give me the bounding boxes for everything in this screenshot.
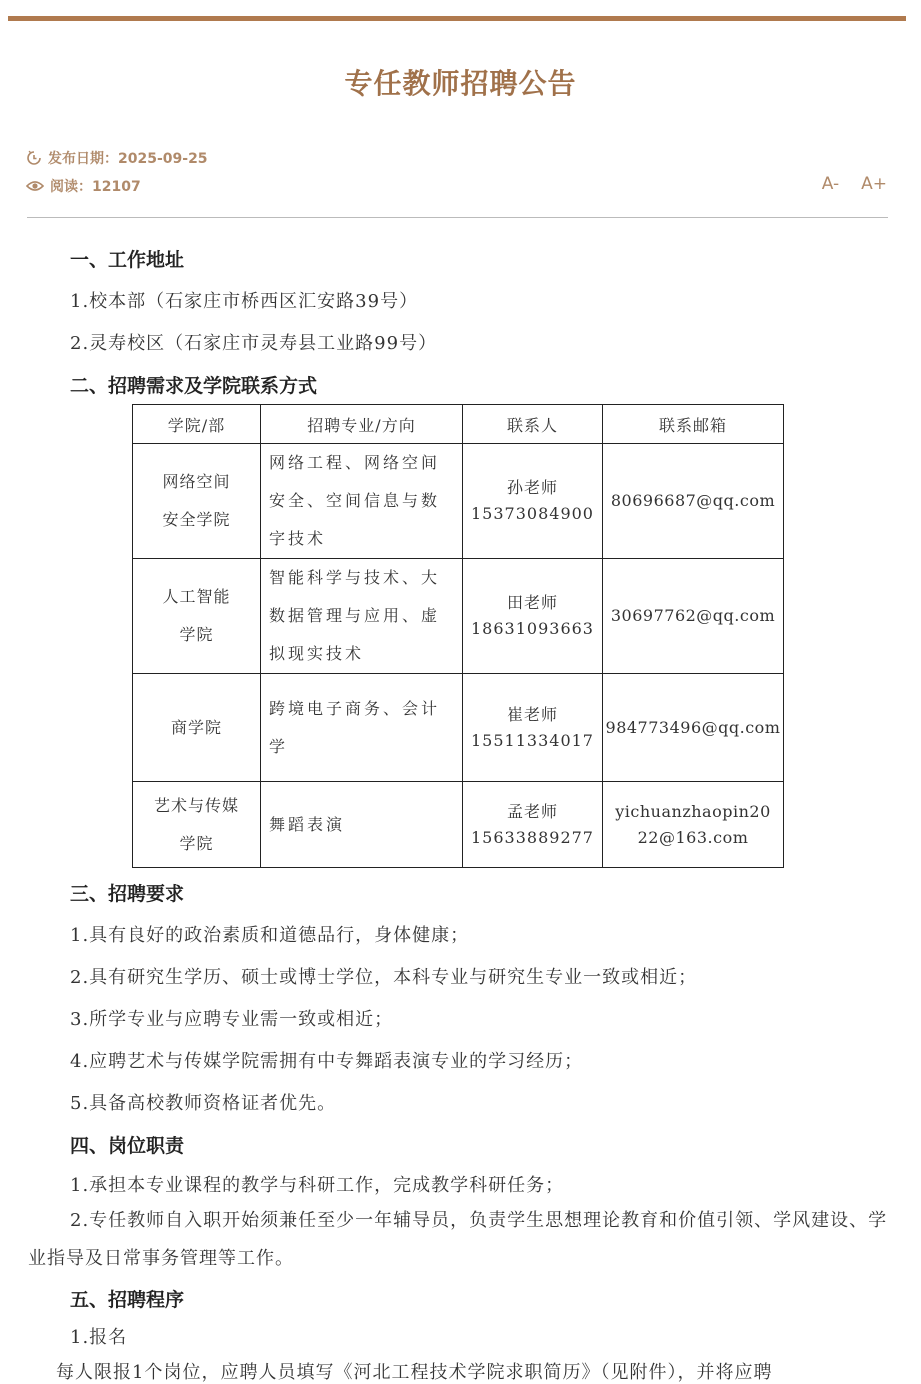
contact-phone: 15633889277	[471, 827, 594, 847]
dept-text: 人工智能学院	[162, 587, 231, 644]
duty-item: 2.专任教师自入职开始须兼任至少一年辅导员，负责学生思想理论教育和价值引领、学风建设、学业指导及日常事务管理等工作。	[28, 1210, 888, 1269]
address-item: 1.校本部（石家庄市桥西区汇安路39号）	[70, 291, 419, 312]
publish-date-text: 发布日期：2025-09-25	[48, 151, 208, 167]
email-cell: 984773496@qq.com	[603, 674, 784, 782]
table-header-row	[133, 405, 784, 444]
email-cell: 30697762@qq.com	[603, 559, 784, 674]
major-cell: 网络工程、网络空间安全、空间信息与数字技术	[261, 444, 463, 559]
contact-phone: 15511334017	[471, 730, 594, 750]
table-header: 联系人	[463, 405, 603, 444]
dept-text: 商学院	[170, 717, 222, 737]
table-row	[133, 559, 784, 674]
top-accent-bar	[8, 16, 906, 21]
requirement-item: 3.所学专业与应聘专业需一致或相近；	[70, 1009, 394, 1030]
font-size-controls	[822, 174, 887, 194]
dept-cell	[133, 782, 261, 868]
eye-icon	[26, 179, 44, 193]
contact-name: 孟老师	[506, 801, 558, 821]
contact-phone: 15373084900	[471, 504, 594, 523]
major-cell: 舞蹈表演	[261, 782, 463, 868]
requirement-item: 1.具有良好的政治素质和道德品行，身体健康；	[70, 925, 470, 946]
section-heading-requirements: 三、招聘要求	[70, 883, 185, 905]
contact-cell	[463, 782, 603, 868]
requirement-item: 5.具备高校教师资格证者优先。	[70, 1093, 337, 1114]
section-heading-procedure: 五、招聘程序	[70, 1289, 185, 1311]
dept-cell	[133, 674, 261, 782]
contact-name: 田老师	[506, 593, 558, 612]
dept-text: 网络空间安全学院	[162, 472, 231, 529]
section-heading-demand: 二、招聘需求及学院联系方式	[70, 375, 318, 397]
contact-name: 孙老师	[506, 478, 558, 497]
duty-item: 1.承担本专业课程的教学与科研工作，完成教学科研任务；	[70, 1175, 565, 1196]
recruitment-table	[132, 404, 784, 868]
header-divider	[27, 217, 888, 218]
email-cell	[603, 782, 784, 868]
table-header: 学院/部	[133, 405, 261, 444]
dept-cell	[133, 444, 261, 559]
requirement-item: 2.具有研究生学历、硕士或博士学位，本科专业与研究生专业一致或相近；	[70, 967, 698, 988]
major-cell: 智能科学与技术、大数据管理与应用、虚拟现实技术	[261, 559, 463, 674]
table-row	[133, 674, 784, 782]
table-row	[133, 444, 784, 559]
font-smaller-button[interactable]: A-	[821, 174, 840, 194]
table-header: 招聘专业/方向	[261, 405, 463, 444]
procedure-text: 每人限报1个岗位，应聘人员填写《河北工程技术学院求职简历》（见附件），并将应聘	[56, 1362, 773, 1383]
table-header: 联系邮箱	[603, 405, 784, 444]
contact-cell	[463, 674, 603, 782]
contact-phone: 18631093663	[471, 619, 594, 638]
requirement-item: 4.应聘艺术与传媒学院需拥有中专舞蹈表演专业的学习经历；	[70, 1051, 584, 1072]
email-text: yichuanzhaopin2022@163.com	[615, 801, 771, 847]
font-larger-button[interactable]: A+	[861, 174, 887, 194]
section-heading-address: 一、工作地址	[70, 249, 185, 271]
contact-cell	[463, 559, 603, 674]
read-count-text: 阅读：12107	[50, 179, 141, 195]
publish-date	[26, 148, 208, 168]
section-heading-duties: 四、岗位职责	[70, 1135, 185, 1157]
contact-cell	[463, 444, 603, 559]
email-cell: 80696687@qq.com	[603, 444, 784, 559]
page-title: 专任教师招聘公告	[344, 67, 577, 100]
procedure-item: 1.报名	[70, 1327, 128, 1348]
clock-icon	[26, 150, 42, 166]
read-count	[26, 176, 141, 196]
dept-cell	[133, 559, 261, 674]
dept-text: 艺术与传媒学院	[153, 795, 239, 853]
contact-name: 崔老师	[506, 704, 558, 724]
address-item: 2.灵寿校区（石家庄市灵寿县工业路99号）	[70, 333, 438, 354]
table-row	[133, 782, 784, 868]
major-cell: 跨境电子商务、会计学	[261, 674, 463, 782]
